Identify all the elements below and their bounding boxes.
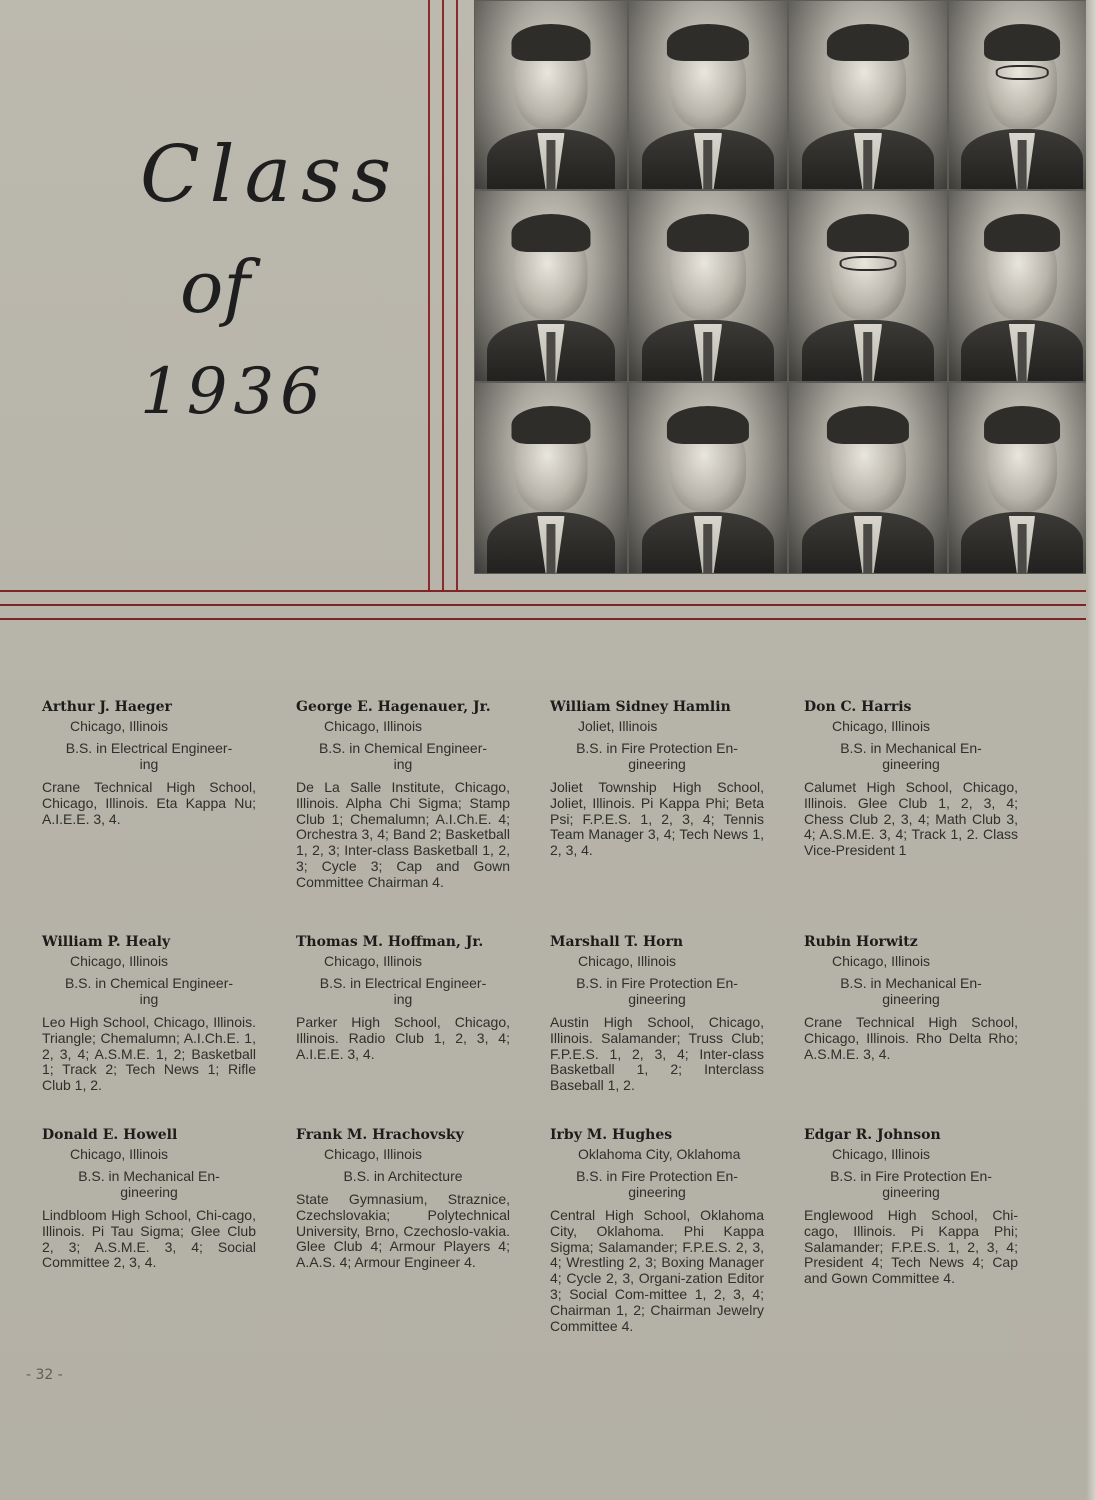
tie [1018,140,1027,189]
student-degree: B.S. in Fire Protection En- gineering [576,740,738,772]
student-degree: B.S. in Chemical Engineer- ing [64,975,234,1007]
student-hometown: Chicago, Illinois [324,1146,423,1162]
tie [863,140,872,189]
red-rule-vertical-1 [428,0,430,590]
tie [546,524,555,573]
student-entry [550,934,764,1094]
student-entry [804,699,1018,859]
student-activities: Lindbloom High School, Chi-cago, Illinois. Pi Tau Sigma; Glee Club 2, 3; A.S.M.E. 3, 4; Social Committee 2, 3, 4. [42,1207,256,1271]
student-name: Marshall T. Horn [550,934,684,950]
hair [511,24,590,62]
student-name: Irby M. Hughes [550,1127,673,1143]
tie [703,332,712,381]
tie [546,332,555,381]
portrait-11 [788,382,948,574]
student-degree: B.S. in Fire Protection En- gineering [576,975,738,1007]
portrait-10 [628,382,788,574]
student-hometown: Chicago, Illinois [70,1146,169,1162]
student-hometown: Chicago, Illinois [578,953,677,969]
student-hometown: Joliet, Illinois [578,718,658,734]
student-entry [42,934,256,1094]
student-name: Edgar R. Johnson [804,1127,941,1143]
student-name: George E. Hagenauer, Jr. [296,699,491,715]
student-degree: B.S. in Chemical Engineer- ing [318,740,488,772]
portrait-grid [474,0,1096,574]
tie [703,140,712,189]
student-activities: Central High School, Oklahoma City, Oklahoma. Phi Kappa Sigma; Salamander; F.P.E.S. 2, 3, 4; Wrestling 2, 3; Boxing Manager 4; Cycle 2, 3, Organi-zation Editor 3; Social Com-mittee 1, 2, 3, 4; Chairman 1, 2; Chairman Jewelry Committee 4. [550,1207,764,1334]
student-hometown: Oklahoma City, Oklahoma [578,1146,741,1162]
tie [1018,524,1027,573]
portrait-6 [628,190,788,382]
student-name: Thomas M. Hoffman, Jr. [296,934,484,950]
red-rule-horizontal-2 [0,604,1096,606]
student-activities: State Gymnasium, Straznice, Czechslovakia; Polytechnical University, Brno, Czechoslo-vakia. Glee Club 4; Armour Players 4; A.A.S. 4; Armour Engineer 4. [296,1191,510,1271]
page-number: - 32 - [26,1367,63,1383]
portrait-9 [474,382,628,574]
student-name: Frank M. Hrachovsky [296,1127,464,1143]
hair [511,214,590,252]
student-entry [550,1127,764,1334]
hair [667,406,749,444]
student-entry [42,1127,256,1271]
student-hometown: Chicago, Illinois [832,718,931,734]
student-degree: B.S. in Mechanical En- gineering [840,740,982,772]
portrait-3 [788,0,948,190]
student-degree: B.S. in Fire Protection En- gineering [576,1168,738,1200]
red-rule-vertical-3 [456,0,458,590]
title-class: Class [140,130,402,220]
student-hometown: Chicago, Illinois [324,718,423,734]
glasses-icon [996,65,1049,80]
student-name: William P. Healy [42,934,171,950]
student-activities: Joliet Township High School, Joliet, Illinois. Pi Kappa Phi; Beta Psi; F.P.E.S. 1, 2, 3, 4; Tennis Team Manager 3, 4; Tech News 1, 2, 3, 4. [550,779,764,859]
student-activities: Crane Technical High School, Chicago, Illinois. Rho Delta Rho; A.S.M.E. 3, 4. [804,1014,1018,1062]
portrait-5 [474,190,628,382]
student-activities: Crane Technical High School, Chicago, Illinois. Eta Kappa Nu; A.I.E.E. 3, 4. [42,779,256,827]
hair [667,214,749,252]
student-entry [42,699,256,827]
student-name: William Sidney Hamlin [550,699,731,715]
student-name: Arthur J. Haeger [42,699,172,715]
hair [984,214,1060,252]
class-title [140,130,400,430]
red-rule-horizontal-1 [0,590,1096,592]
student-entry [296,934,510,1062]
student-hometown: Chicago, Illinois [324,953,423,969]
student-degree: B.S. in Architecture [343,1168,463,1184]
hair [827,24,909,62]
portrait-4 [948,0,1096,190]
student-name: Donald E. Howell [42,1127,178,1143]
student-entry [296,699,510,891]
student-entry [804,1127,1018,1287]
student-activities: Parker High School, Chicago, Illinois. Radio Club 1, 2, 3, 4; A.I.E.E. 3, 4. [296,1014,510,1062]
student-activities: Englewood High School, Chi-cago, Illinois. Pi Kappa Phi; Salamander; F.P.E.S. 1, 2, 3, 4; President 4; Tech News 4; Cap and Gown Committee 4. [804,1207,1018,1287]
student-activities: De La Salle Institute, Chicago, Illinois. Alpha Chi Sigma; Stamp Club 1; Chemalumn; A.I.Ch.E. 4; Orchestra 3, 4; Band 2; Basketball 1, 2, 3; Inter-class Basketball 1, 2, 3; Cycle 3; Cap and Gown Committee Chairman 4. [296,779,510,890]
title-of: of [180,245,250,329]
portrait-7 [788,190,948,382]
student-entry [296,1127,510,1271]
hair [667,24,749,62]
portrait-2 [628,0,788,190]
student-degree: B.S. in Electrical Engineer- ing [65,740,233,772]
student-degree: B.S. in Fire Protection En- gineering [830,1168,992,1200]
student-degree: B.S. in Electrical Engineer- ing [319,975,487,1007]
student-hometown: Chicago, Illinois [70,718,169,734]
hair [827,214,909,252]
student-name: Don C. Harris [804,699,912,715]
student-name: Rubin Horwitz [804,934,918,950]
hair [984,406,1060,444]
student-entry [804,934,1018,1062]
tie [863,332,872,381]
red-rule-horizontal-3 [0,618,1096,620]
red-rule-vertical-2 [442,0,444,590]
portrait-8 [948,190,1096,382]
portrait-1 [474,0,628,190]
student-entry [550,699,764,859]
student-activities: Calumet High School, Chicago, Illinois. Glee Club 1, 2, 3, 4; Chess Club 2, 3, 4; Math Club 3, 4; A.S.M.E. 3, 4; Track 1, 2. Class Vice-President 1 [804,779,1018,859]
hair [511,406,590,444]
tie [1018,332,1027,381]
student-hometown: Chicago, Illinois [832,953,931,969]
page-edge [1086,0,1096,1500]
tie [863,524,872,573]
tie [546,140,555,189]
student-activities: Austin High School, Chicago, Illinois. Salamander; Truss Club; F.P.E.S. 1, 2, 3, 4; Inter-class Basketball 1, 2; Interclass Baseball 1, 2. [550,1014,764,1094]
hair [984,24,1060,62]
portrait-12 [948,382,1096,574]
hair [827,406,909,444]
title-year: 1936 [140,355,327,429]
tie [703,524,712,573]
student-hometown: Chicago, Illinois [832,1146,931,1162]
student-activities: Leo High School, Chicago, Illinois. Triangle; Chemalumn; A.I.Ch.E. 1, 2, 3, 4; A.S.M.E. 1, 2; Basketball 1; Track 2; Tech News 1; Rifle Club 1, 2. [42,1014,256,1094]
glasses-icon [840,256,897,271]
student-hometown: Chicago, Illinois [70,953,169,969]
student-degree: B.S. in Mechanical En- gineering [78,1168,220,1200]
student-degree: B.S. in Mechanical En- gineering [840,975,982,1007]
